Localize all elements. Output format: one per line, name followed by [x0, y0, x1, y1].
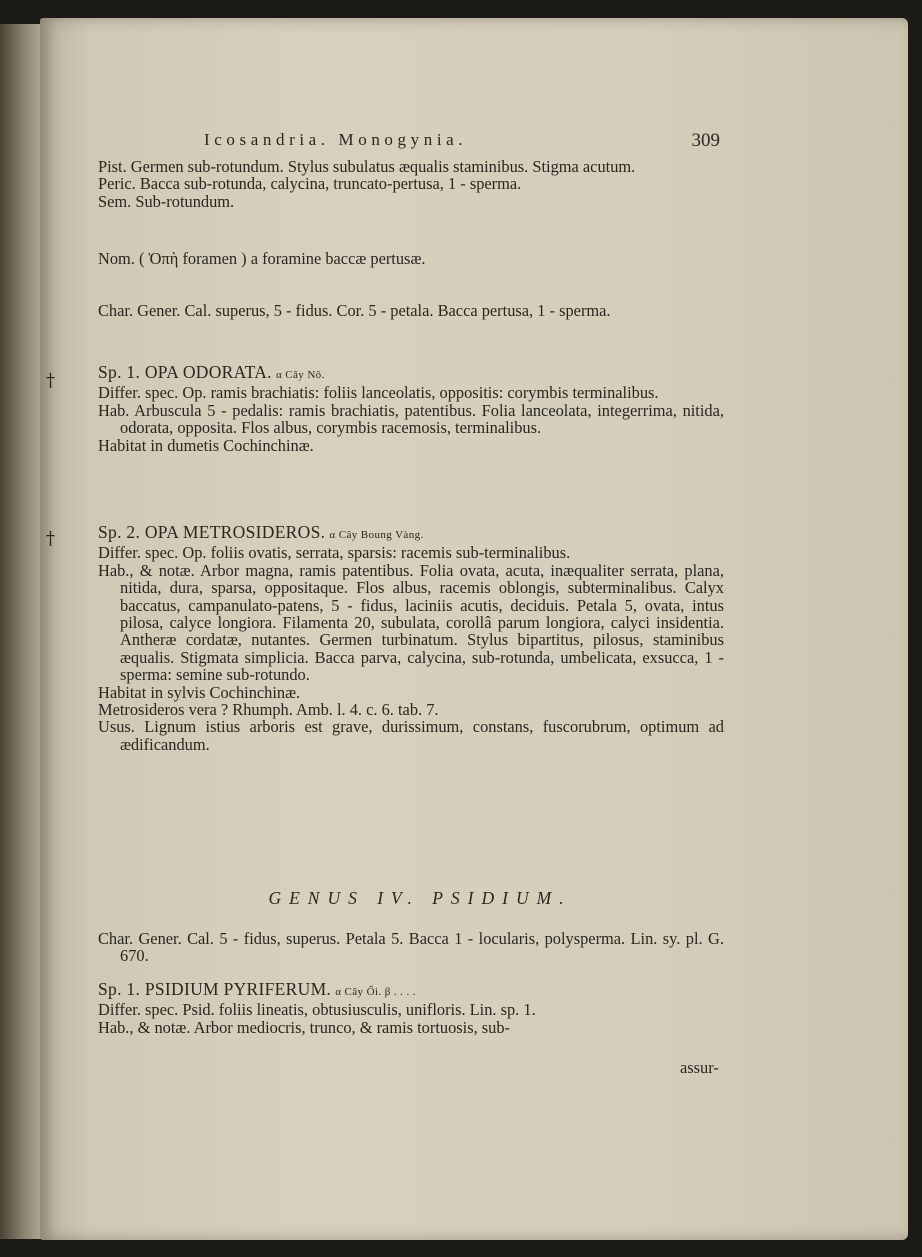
semen-line: Sem. Sub-rotundum.	[98, 191, 235, 211]
species-2-vernacular: α Cây Boung Vàng.	[329, 529, 424, 541]
facing-page-edge	[0, 24, 44, 1239]
char-gener-line: Char. Gener. Cal. superus, 5 - fidus. Cor. 5 - petala. Bacca pertusa, 1 - sperma.	[98, 301, 611, 320]
genus-characters-block	[98, 158, 724, 210]
running-head	[204, 130, 720, 151]
species-2-metrosideros: Metrosideros vera ? Rhumph. Amb. l. 4. c. 6. tab. 7.	[98, 700, 439, 720]
species-1-differ: Differ. spec. Op. ramis brachiatis: foliis lanceolatis, oppositis: corymbis terminalibus.	[98, 383, 659, 403]
psidium-char-gener: Char. Gener. Cal. 5 - fidus, superus. Petala 5. Bacca 1 - locularis, polysperma. Lin. sy. pl. G. 670.	[98, 929, 724, 966]
char-gener-block	[98, 302, 724, 319]
species-1-hab: Hab. Arbuscula 5 - pedalis: ramis brachiatis, patentibus. Folia lanceolata, integerrima, nitida, odorata, opposita. Flos albus, corymbis racemosis, terminalibus.	[98, 400, 724, 438]
species-1-title: Sp. 1. OPA ODORATA.	[98, 362, 272, 382]
species-1-heading	[98, 364, 724, 384]
psidium-differ: Differ. spec. Psid. foliis lineatis, obtusiusculis, unifloris. Lin. sp. 1.	[98, 1000, 536, 1020]
species-2-usus: Usus. Lignum istius arboris est grave, durissimum, constans, fuscorubrum, optimum ad ædificandum.	[98, 717, 724, 754]
species-1-habitat: Habitat in dumetis Cochinchinæ.	[98, 435, 314, 455]
species-2-differ: Differ. spec. Op. foliis ovatis, serrata, sparsis: racemis sub-terminalibus.	[98, 543, 571, 563]
species-1-block	[98, 364, 724, 454]
psidium-block	[98, 930, 724, 1036]
book-page	[40, 18, 908, 1240]
nomen-line: Nom. ( Ὀπὴ foramen ) a foramine baccæ pertusæ.	[98, 249, 426, 268]
species-2-heading	[98, 524, 724, 544]
running-head-title: Icosandria. Monogynia.	[204, 130, 468, 149]
genus-heading: GENUS IV. PSIDIUM.	[268, 888, 572, 908]
species-2-hab: Hab., & notæ. Arbor magna, ramis patentibus. Folia ovata, acuta, inæqualiter serrata, plana, nitida, dura, sparsa, oppositaque. Flos albus, racemis oblongis, subterminalibus. Calyx baccatus, campanulato-patens, 5 - fidus, laciniis acutis, deciduis. Petala 5, ovata, intus pilosa, calyce longiora. Filamenta 20, subulata, corollâ parum longiora, calyci insidentia. Antheræ cordatæ, nutantes. Germen turbinatum. Stylus bipartitus, pilosus, staminibus æqualis. Stigmata simplicia. Bacca parva, calycina, sub-rotunda, umbelicata, exsucca, 1 - sperma: semine sub-rotundo.	[98, 560, 724, 685]
species-2-habitat: Habitat in sylvis Cochinchinæ.	[98, 682, 301, 702]
species-2-block	[98, 524, 724, 753]
page-number: 309	[691, 130, 720, 151]
pistillum-line: Pist. Germen sub-rotundum. Stylus subulatus æqualis staminibus. Stigma acutum.	[98, 157, 636, 176]
psidium-vernacular: α Cây Ổi. β . . . .	[335, 985, 416, 998]
psidium-hab: Hab., & notæ. Arbor mediocris, trunco, & ramis tortuosis, sub-	[98, 1017, 510, 1037]
species-1-vernacular: α Cây Nô.	[275, 369, 325, 381]
species-2-title: Sp. 2. OPA METROSIDEROS.	[98, 522, 326, 542]
nomen-block	[98, 250, 724, 267]
pericarpium-line: Peric. Bacca sub-rotunda, calycina, truncato-pertusa, 1 - sperma.	[98, 174, 522, 194]
catchword: assur-	[680, 1058, 719, 1077]
psidium-title: Sp. 1. PSIDIUM PYRIFERUM.	[98, 978, 332, 999]
dagger-mark-sp2: †	[46, 528, 55, 549]
dagger-mark-sp1: †	[46, 370, 55, 391]
psidium-heading	[98, 978, 724, 1001]
